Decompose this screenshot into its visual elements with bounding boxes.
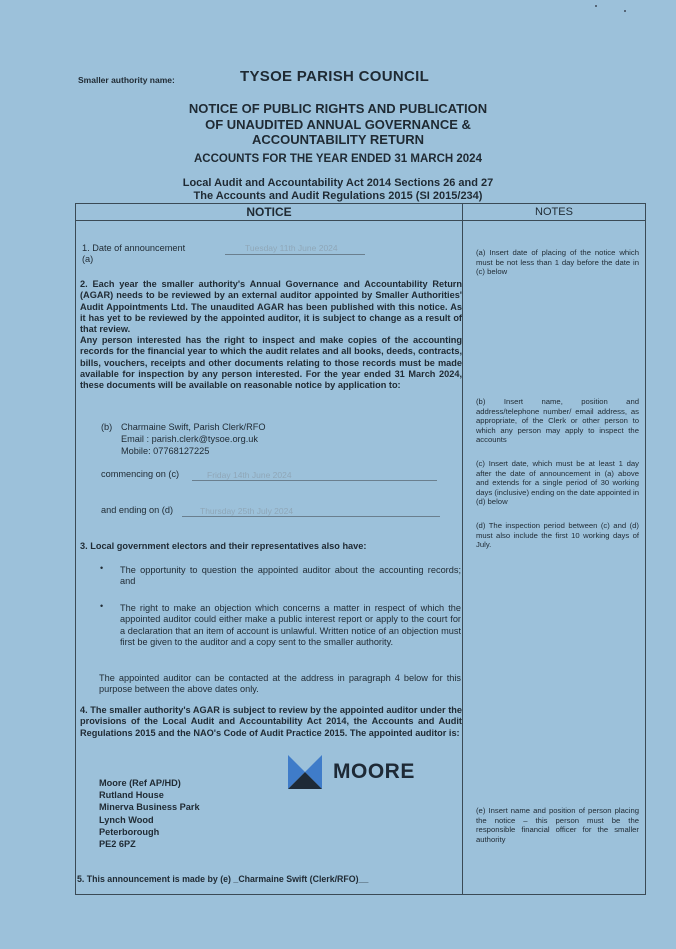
ending-date-value: Thursday 25th July 2024	[200, 506, 294, 516]
announcement-made-by: 5. This announcement is made by (e) _Charmaine Swift (Clerk/RFO)__	[77, 874, 369, 884]
section-3-bullet: The opportunity to question the appointed auditor about the accounting records; and	[120, 565, 461, 587]
section-2-paragraph: 2. Each year the smaller authority's Annual Governance and Accountability Return (AGAR) needs to be reviewed by an external auditor appointed by Smaller Authorities' Audit Appointments Ltd. The unaudited AGAR has been published with this notice. As it has yet to be reviewed by the appointed auditor, it is subject to change as a result of that review.	[80, 279, 462, 335]
address-line: PE2 6PZ	[99, 839, 136, 850]
commencing-label: commencing on (c)	[101, 469, 180, 479]
section-3-heading: 3. Local government electors and their representatives also have:	[80, 541, 367, 551]
scan-mark	[624, 10, 626, 12]
section-2-inspection-paragraph: Any person interested has the right to inspect and make copies of the accounting records for the financial year to which the audit relates and all books, deeds, contracts, bills, vouchers, receipts and other documents relating to those records must be made available for inspection by any person interested. For the year ended 31 March 2024, these documents will be available on reasonable notice by application to:	[80, 335, 462, 391]
section-3-footer: The appointed auditor can be contacted at the address in paragraph 4 below for this purpose between the above dates only.	[99, 673, 461, 695]
accounts-year-heading: ACCOUNTS FOR THE YEAR ENDED 31 MARCH 2024	[194, 153, 482, 165]
legislation-line: The Accounts and Audit Regulations 2015 (SI 2015/234)	[193, 190, 483, 202]
authority-label: Smaller authority name:	[78, 75, 175, 85]
note-a: (a) Insert date of placing of the notice which must be not less than 1 day before the date in (c) below	[476, 248, 639, 277]
section-3-bullet: The right to make an objection which concerns a matter in respect of which the appointed auditor could either make a public interest report or apply to the court for a declaration that an item of account is unlawful. Written notice of an objection must first be given to the auditor and a copy sent to the smaller authority.	[120, 603, 461, 647]
authority-name: TYSOE PARISH COUNCIL	[240, 68, 430, 85]
legislation-line: Local Audit and Accountability Act 2014 Sections 26 and 27	[182, 177, 494, 189]
address-line: Lynch Wood	[99, 814, 154, 825]
notice-title	[0, 101, 676, 148]
header-divider	[76, 220, 645, 221]
moore-logo-mark-icon	[288, 755, 322, 789]
column-divider	[462, 204, 463, 894]
notes-column-heading: NOTES	[535, 206, 573, 218]
moore-logo-text: MOORE	[333, 760, 415, 783]
title-line: NOTICE OF PUBLIC RIGHTS AND PUBLICATION	[188, 101, 488, 116]
scan-mark	[595, 5, 597, 7]
bullet-icon: •	[100, 563, 104, 573]
moore-logo	[288, 755, 428, 791]
note-e: (e) Insert name and position of person placing the notice – this person must be the responsible financial officer for the smaller authority	[476, 806, 639, 844]
contact-ref: (b)	[101, 422, 113, 432]
contact-name: Charmaine Swift, Parish Clerk/RFO	[121, 422, 266, 432]
legislation-heading	[0, 177, 676, 203]
address-line: Moore (Ref AP/HD)	[99, 778, 181, 788]
date-of-announcement-value: Tuesday 11th June 2024	[245, 243, 338, 253]
commencing-date-value: Friday 14th June 2024	[207, 470, 292, 480]
date-of-announcement-label: 1. Date of announcement	[82, 243, 186, 253]
note-b: (b) Insert name, position and address/telephone number/ email address, as appropriate, of the Clerk or other person to which any person may apply to inspect the accounts	[476, 397, 639, 445]
address-line: Minerva Business Park	[99, 802, 200, 813]
section-4-paragraph: 4. The smaller authority's AGAR is subject to review by the appointed auditor under the provisions of the Local Audit and Accountability Act 2014, the Accounts and Audit Regulations 2015 and the NAO's Code of Audit Practice 2015. The appointed auditor is:	[80, 705, 462, 738]
contact-mobile: Mobile: 07768127225	[121, 446, 210, 456]
date-of-announcement-ref: (a)	[82, 254, 94, 264]
note-c: (c) Insert date, which must be at least 1 day after the date of announcement in (a) above and extends for a single period of 30 working days (inclusive) ending on the date appointed in (d) below	[476, 459, 639, 507]
address-line: Rutland House	[99, 790, 164, 801]
title-line: ACCOUNTABILITY RETURN	[251, 132, 425, 147]
address-line: Peterborough	[99, 826, 160, 837]
notice-column-heading: NOTICE	[246, 205, 292, 219]
title-line: OF UNAUDITED ANNUAL GOVERNANCE &	[205, 116, 471, 132]
bullet-icon: •	[100, 601, 104, 611]
auditor-address	[99, 777, 200, 850]
contact-email[interactable]: Email : parish.clerk@tysoe.org.uk	[121, 434, 258, 444]
note-d: (d) The inspection period between (c) and (d) must also include the first 10 working days of July.	[476, 521, 639, 550]
ending-label: and ending on (d)	[101, 505, 174, 515]
